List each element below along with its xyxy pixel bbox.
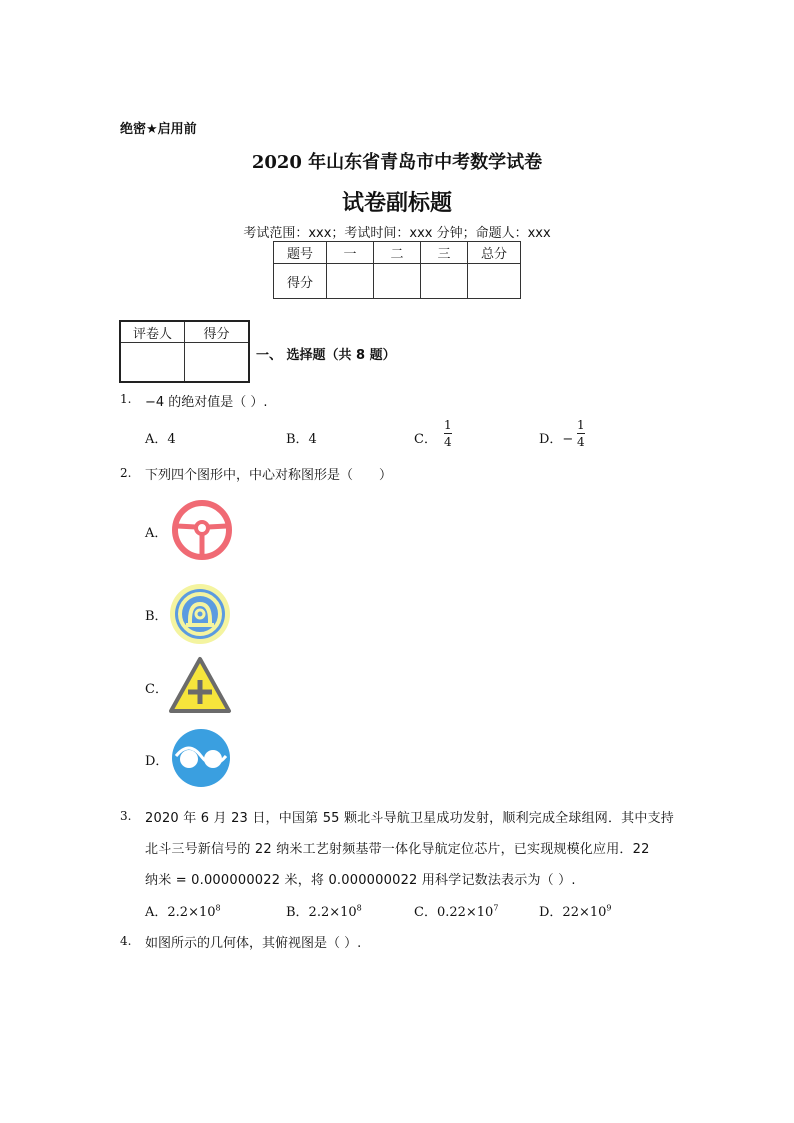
option-a-exponent: 8 [215, 903, 221, 913]
confidential-mark: 绝密★启用前 [120, 122, 197, 137]
grader-header-cell: 评卷人 [120, 321, 185, 343]
question-text-line: 2020 年 6 月 23 日，中国第 55 颗北斗导航卫星成功发射，顺利完成全球组网．其中支持 [145, 811, 674, 826]
option-b-exponent: 8 [356, 903, 362, 913]
fraction-denominator: 4 [444, 435, 452, 449]
section-title: 一、 选择题（共 8 题） [256, 348, 396, 363]
question-number: 1. [120, 392, 132, 406]
score-cell[interactable] [374, 264, 421, 299]
exam-info: 考试范围：xxx；考试时间：xxx 分钟；命题人：xxx [243, 226, 551, 241]
option-a-base: A．2.2×10 [145, 905, 216, 920]
question-text: 如图所示的几何体，其俯视图是（ ）. [145, 936, 362, 951]
option-a[interactable]: A．4 [145, 432, 176, 447]
score-cell[interactable] [468, 264, 521, 299]
question-text-line: 北斗三号新信号的 22 纳米工艺射频基带一体化导航定位芯片，已实现规模化应用．22 [145, 842, 650, 857]
score-header-cell: 二 [374, 242, 421, 264]
score-row-label: 得分 [274, 264, 327, 299]
score-header-cell: 总分 [468, 242, 521, 264]
exam-subtitle: 试卷副标题 [341, 191, 452, 216]
exam-title: 2020 年山东省青岛市中考数学试卷 [251, 152, 543, 173]
score-header-cell: 三 [421, 242, 468, 264]
option-d-base: D．22×10 [539, 905, 607, 920]
fraction-numerator: 1 [444, 418, 452, 432]
grader-header-cell: 得分 [185, 321, 250, 343]
question-text: 下列四个图形中，中心对称图形是（ ） [145, 468, 393, 483]
fraction-bar [577, 433, 585, 434]
grader-cell[interactable] [120, 343, 185, 383]
fraction-numerator: 1 [577, 418, 585, 432]
option-d-fraction [577, 418, 585, 449]
option-b[interactable]: B．4 [286, 432, 317, 447]
option-c-label[interactable]: C． [414, 432, 437, 447]
option-c[interactable] [414, 901, 498, 920]
grader-table [119, 320, 250, 383]
option-d[interactable]: D． [145, 754, 169, 769]
option-d-exponent: 9 [606, 903, 612, 913]
question-number: 3. [120, 809, 132, 823]
fraction-bar [444, 433, 452, 434]
option-a[interactable]: A． [145, 526, 168, 541]
score-header-cell: 一 [327, 242, 374, 264]
score-header-cell: 题号 [274, 242, 327, 264]
option-c[interactable]: C． [145, 682, 168, 697]
grader-cell[interactable] [185, 343, 250, 383]
score-cell[interactable] [421, 264, 468, 299]
option-b[interactable] [286, 901, 362, 920]
option-d-label[interactable]: D．− [539, 432, 574, 447]
option-d[interactable] [539, 901, 612, 920]
two-circle-logo-icon[interactable] [170, 728, 232, 788]
option-a[interactable] [145, 901, 221, 920]
railway-logo-icon[interactable] [168, 582, 232, 646]
steering-wheel-icon[interactable] [170, 498, 234, 562]
score-table [273, 241, 521, 299]
warning-cross-sign-icon[interactable] [168, 656, 232, 714]
option-c-exponent: 7 [493, 903, 499, 913]
question-text: −4 的绝对值是（ ）. [145, 395, 268, 410]
question-text-line: 纳米 = 0.000000022 米，将 0.000000022 用科学记数法表示为（ ）. [145, 873, 576, 888]
fraction-denominator: 4 [577, 435, 585, 449]
question-number: 2. [120, 466, 132, 480]
question-number: 4. [120, 934, 132, 948]
score-cell[interactable] [327, 264, 374, 299]
option-b[interactable]: B． [145, 609, 168, 624]
option-c-fraction [444, 418, 452, 449]
option-c-base: C．0.22×10 [414, 905, 494, 920]
option-b-base: B．2.2×10 [286, 905, 357, 920]
